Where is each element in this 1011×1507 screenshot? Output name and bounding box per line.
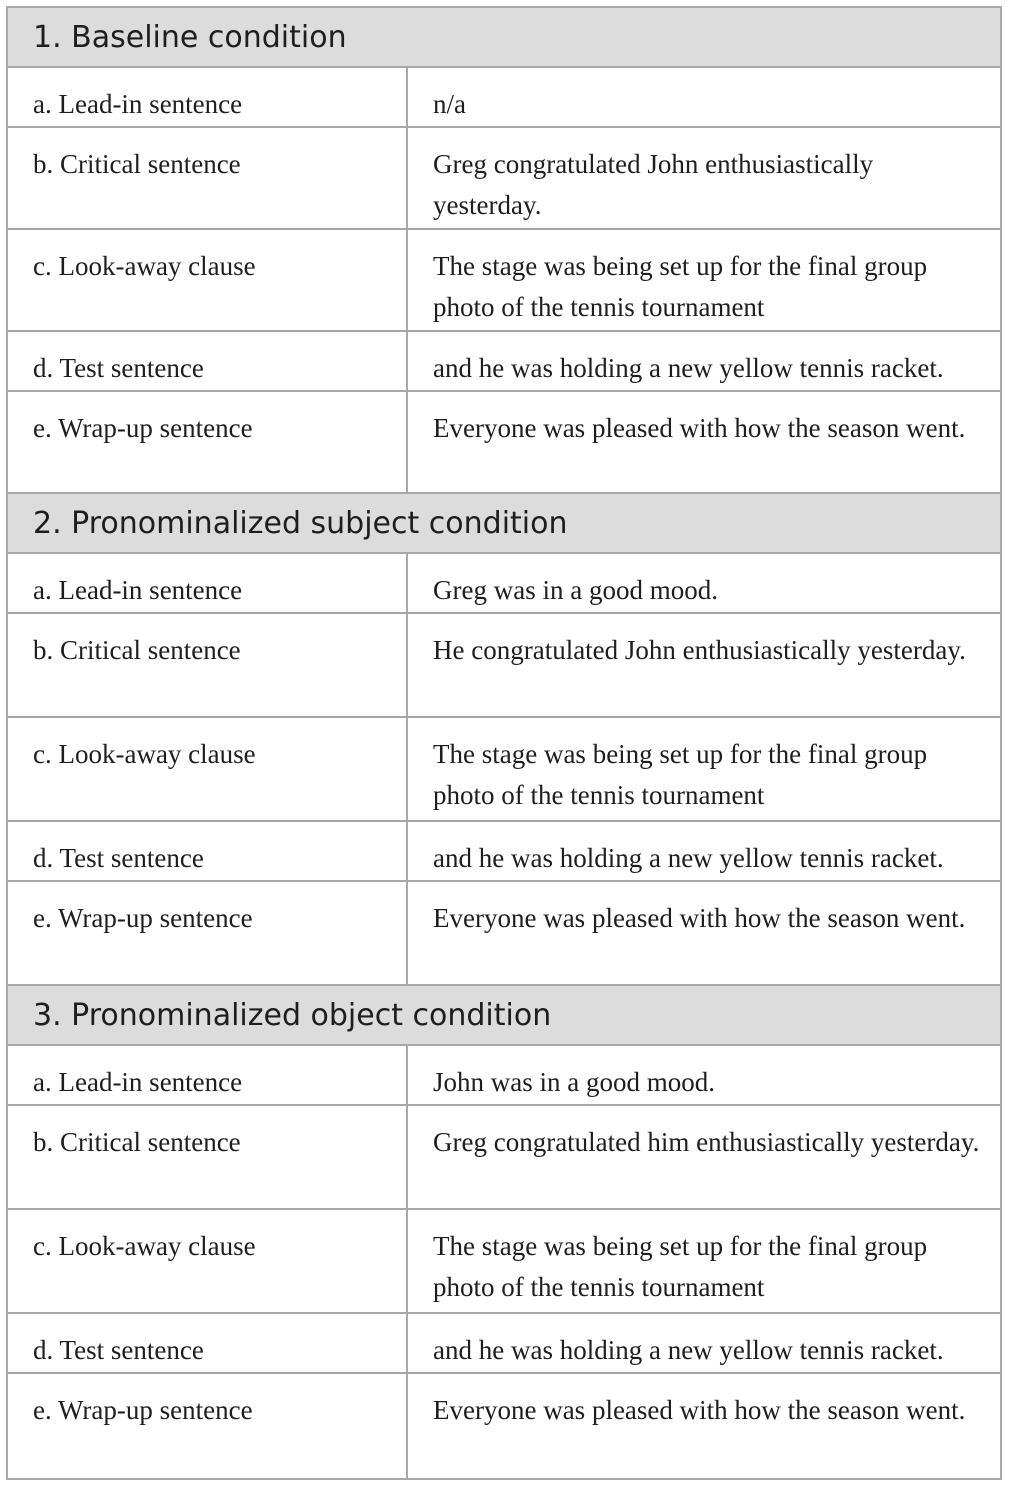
table-row [8,1106,1000,1210]
row-text: and he was holding a new yellow tennis racket. [433,843,944,873]
section-header-pronominalized-subject [8,494,1000,554]
row-text: Everyone was pleased with how the season went. [433,1395,966,1425]
row-text: n/a [433,89,466,119]
row-text: The stage was being set up for the final group photo of the tennis tournament [433,1231,928,1302]
table-row [8,68,1000,128]
row-label: a. Lead-in sentence [8,554,408,612]
row-label: e. Wrap-up sentence [8,1374,408,1478]
row-text: Greg congratulated him enthusiastically yesterday. [433,1127,980,1157]
table-row [8,392,1000,494]
table-row [8,1210,1000,1314]
table-row [8,128,1000,230]
table-row [8,1374,1000,1478]
section-title: 1. Baseline condition [33,19,347,55]
row-label: c. Look-away clause [8,230,408,330]
conditions-table [6,6,1002,1480]
table-row [8,554,1000,614]
section-header-baseline [8,8,1000,68]
table-row [8,230,1000,332]
row-text: He congratulated John enthusiastically yesterday. [433,635,966,665]
row-text: Greg congratulated John enthusiastically yesterday. [433,149,874,220]
table-row [8,882,1000,986]
row-label: a. Lead-in sentence [8,1046,408,1104]
row-text: Everyone was pleased with how the season went. [433,413,966,443]
table-row [8,1314,1000,1374]
row-label: b. Critical sentence [8,128,408,228]
row-text: Greg was in a good mood. [433,575,718,605]
row-label: c. Look-away clause [8,718,408,820]
row-label: b. Critical sentence [8,614,408,716]
row-label: d. Test sentence [8,822,408,880]
row-label: e. Wrap-up sentence [8,882,408,984]
section-title: 2. Pronominalized subject condition [33,505,568,541]
row-label: d. Test sentence [8,332,408,390]
row-text: Everyone was pleased with how the season went. [433,903,966,933]
row-label: e. Wrap-up sentence [8,392,408,492]
row-label: c. Look-away clause [8,1210,408,1312]
row-text: and he was holding a new yellow tennis racket. [433,353,944,383]
table-row [8,1046,1000,1106]
row-label: d. Test sentence [8,1314,408,1372]
section-header-pronominalized-object [8,986,1000,1046]
row-text: John was in a good mood. [433,1067,715,1097]
row-text: The stage was being set up for the final group photo of the tennis tournament [433,739,928,810]
section-title: 3. Pronominalized object condition [33,997,552,1033]
row-text: The stage was being set up for the final group photo of the tennis tournament [433,251,928,322]
row-label: b. Critical sentence [8,1106,408,1208]
table-row [8,718,1000,822]
row-text: and he was holding a new yellow tennis racket. [433,1335,944,1365]
table-row [8,822,1000,882]
row-label: a. Lead-in sentence [8,68,408,126]
table-row [8,614,1000,718]
table-row [8,332,1000,392]
